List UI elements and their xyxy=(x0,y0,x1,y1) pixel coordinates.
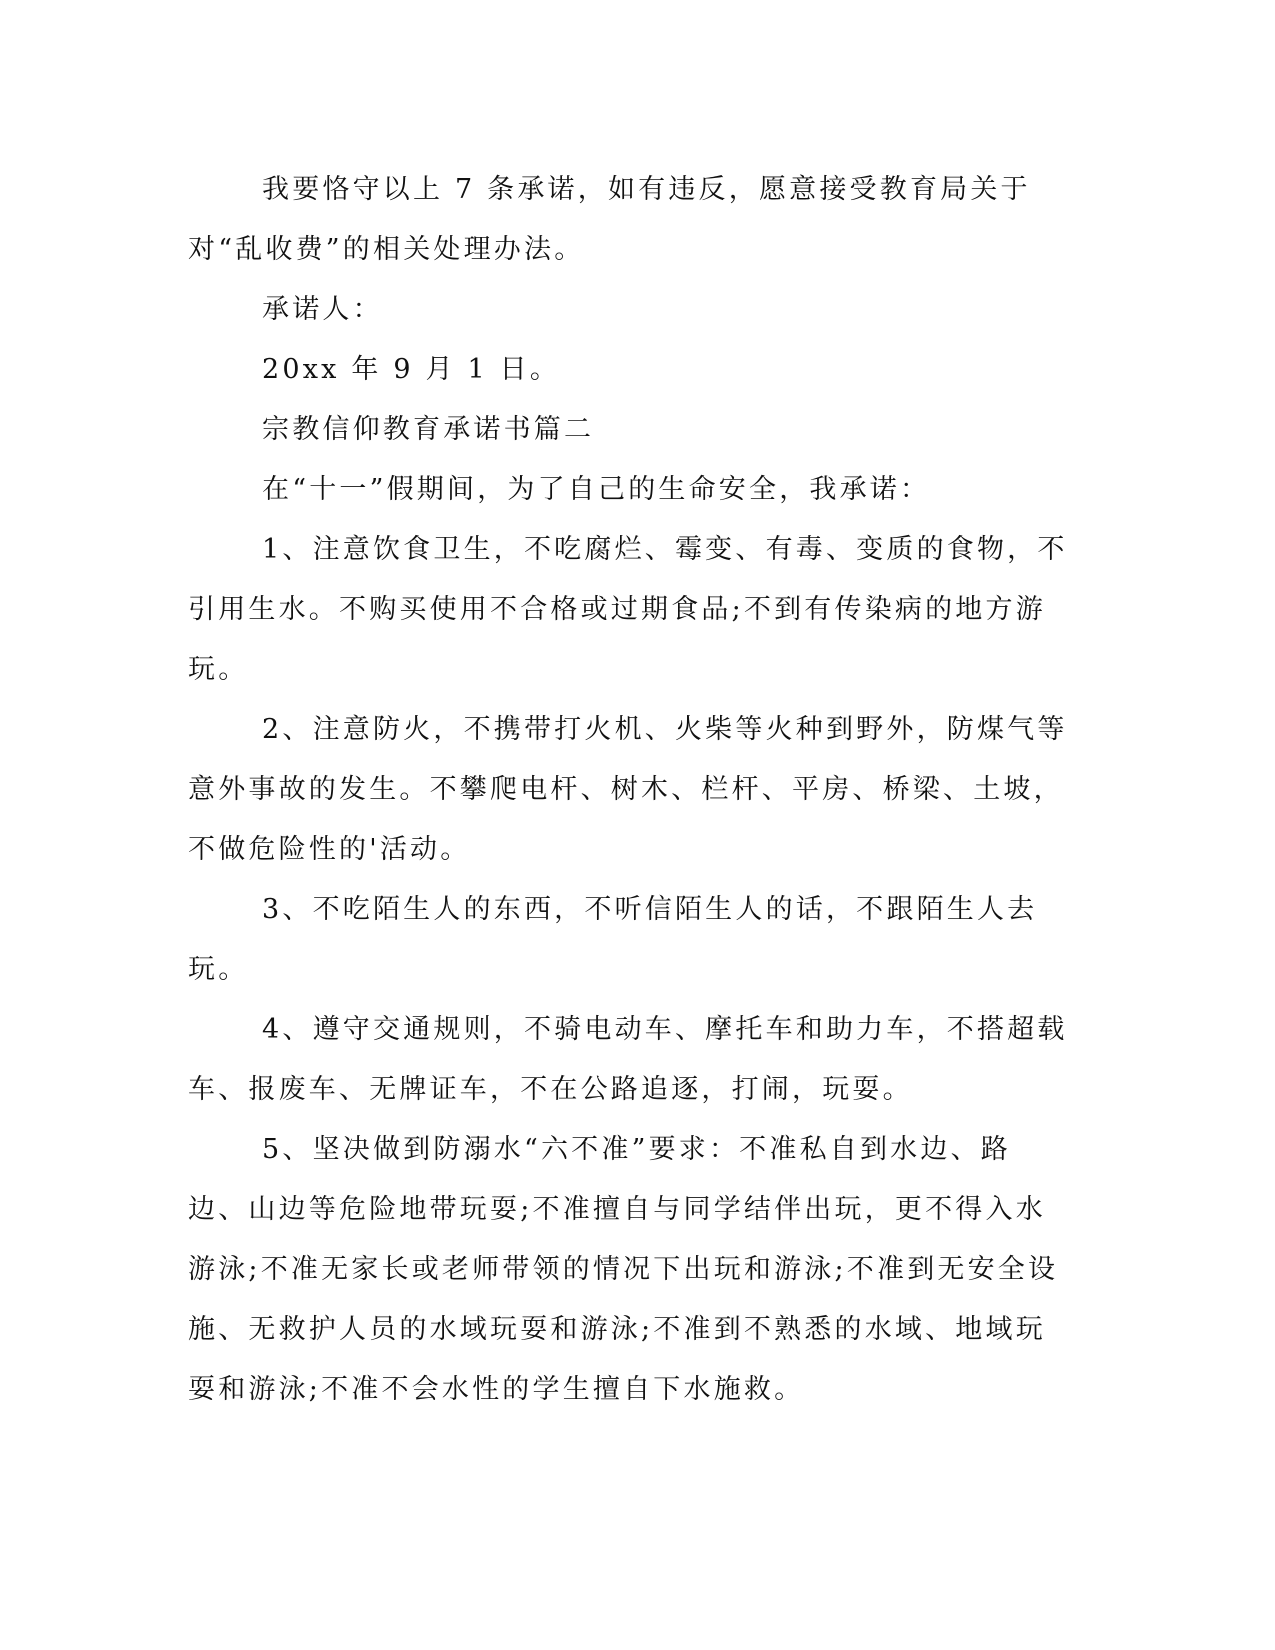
list-item: 4、遵守交通规则，不骑电动车、摩托车和助力车，不搭超载车、报废车、无牌证车，不在公路追逐，打闹，玩耍。 xyxy=(188,1014,1068,1105)
paragraph-intro: 在“十一”假期间，为了自己的生命安全，我承诺： xyxy=(262,474,931,505)
document-body xyxy=(188,160,1068,1420)
section-title: 宗教信仰教育承诺书篇二 xyxy=(262,414,595,445)
list-item: 1、注意饮食卫生，不吃腐烂、霉变、有毒、变质的食物，不引用生水。不购买使用不合格或过期食品;不到有传染病的地方游玩。 xyxy=(188,534,1068,685)
paragraph-pledger-label: 承诺人： xyxy=(262,294,383,325)
list-item: 5、坚决做到防溺水“六不准”要求：不准私自到水边、路边、山边等危险地带玩耍;不准擅自与同学结伴出玩，更不得入水游泳;不准无家长或老师带领的情况下出玩和游泳;不准到无安全设施、无救护人员的水域玩耍和游泳;不准到不熟悉的水域、地域玩耍和游泳;不准不会水性的学生擅自下水施救。 xyxy=(188,1134,1059,1405)
paragraph-date: 20xx 年 9 月 1 日。 xyxy=(262,354,561,385)
paragraph-pledge-compliance: 我要恪守以上 7 条承诺，如有违反，愿意接受教育局关于对“乱收费”的相关处理办法。 xyxy=(188,174,1031,265)
list-item: 3、不吃陌生人的东西，不听信陌生人的话，不跟陌生人去玩。 xyxy=(188,894,1038,985)
list-item: 2、注意防火，不携带打火机、火柴等火种到野外，防煤气等意外事故的发生。不攀爬电杆、树木、栏杆、平房、桥梁、土坡，不做危险性的'活动。 xyxy=(188,714,1068,865)
